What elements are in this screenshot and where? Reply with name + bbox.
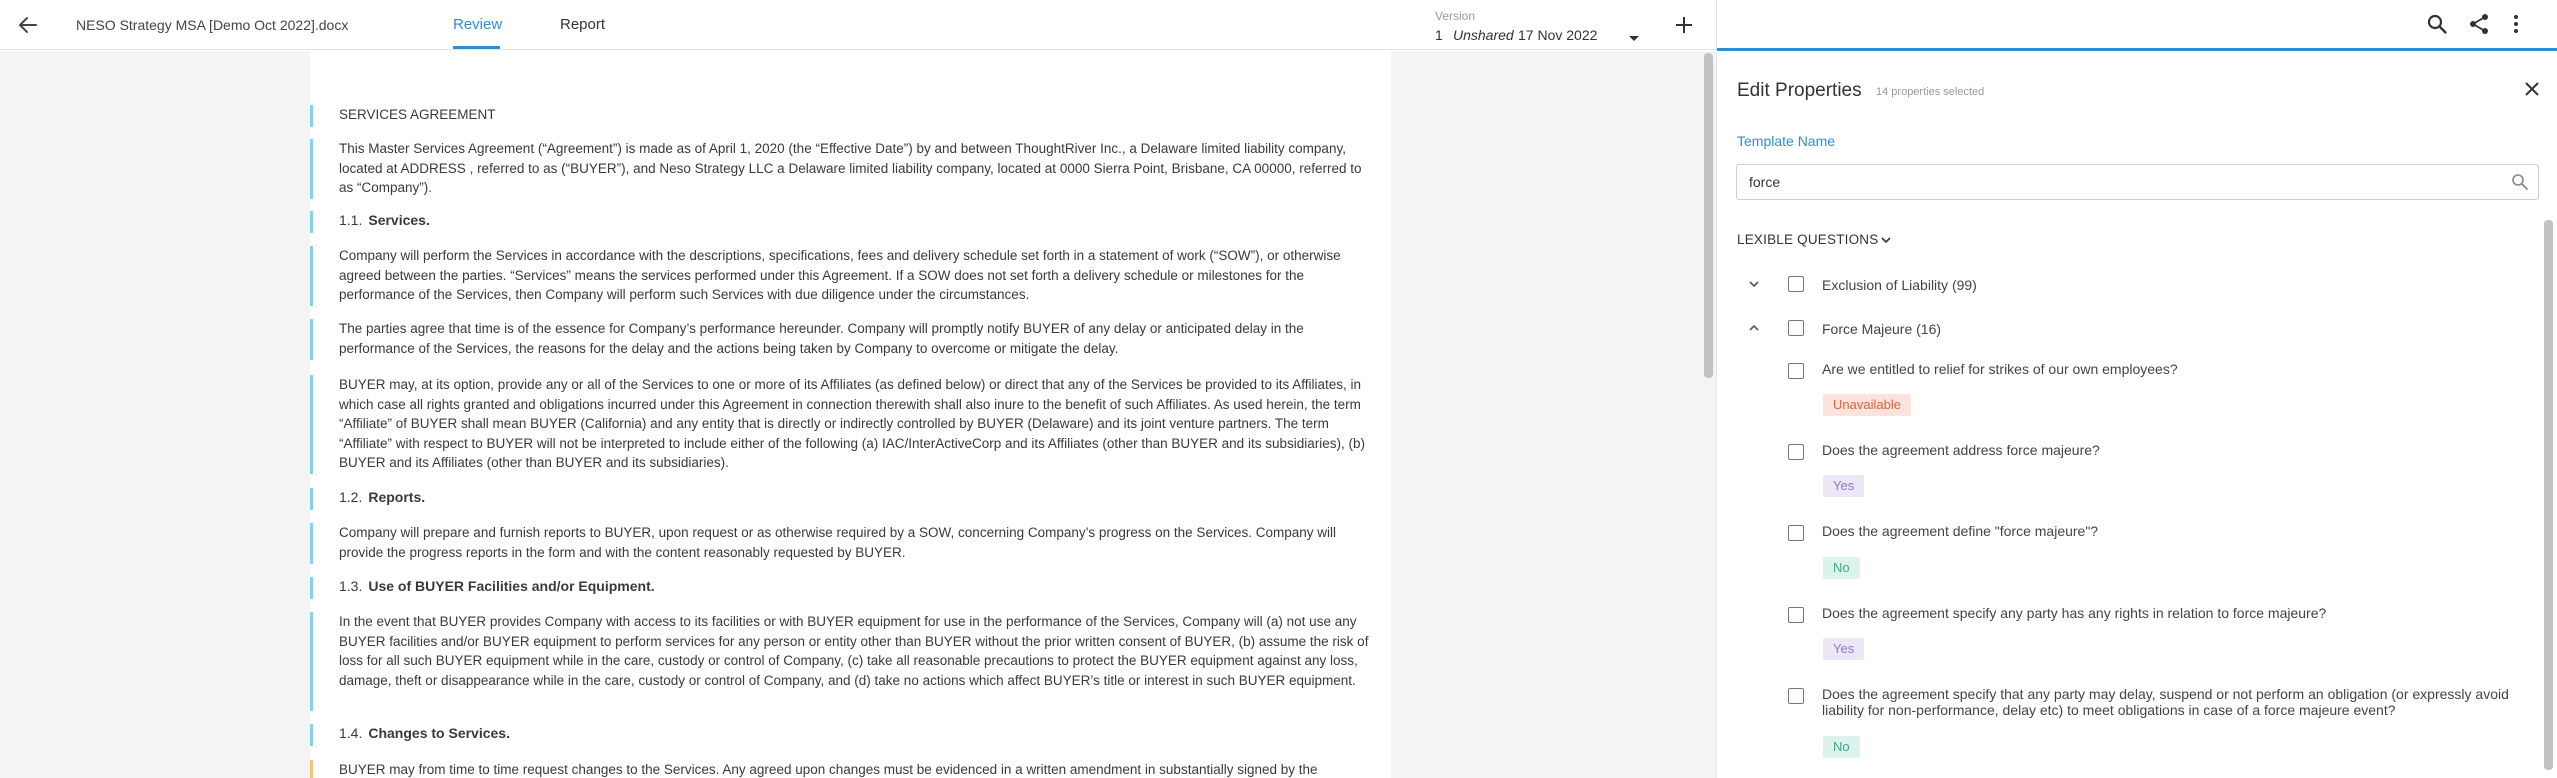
chevron-down-icon: [1880, 235, 1892, 245]
paragraph[interactable]: [310, 760, 1391, 778]
back-arrow-icon[interactable]: [14, 12, 42, 38]
paragraph-text: BUYER may, at its option, provide any or all of the Services to one or more of its Affiliates (as defined below) or direct that any of the Services be provided to its Affiliates, in which case all rights granted and obligations incurred under this Agreement in connection therewith shall also inure to the benefit of such Affiliates. As used herein, the term “Affiliate” of BUYER shall mean BUYER (California) and any entity that is directly or indirectly controlled by BUYER (Delaware) and its joint venture partners. The term “Affiliate” with respect to BUYER will not be interpreted to include either of the following (a) IAC/InterActiveCorp and its Affiliates (other than BUYER and its subsidiaries), (b) BUYER and its Affiliates (other than BUYER and its subsidiaries).: [339, 377, 1365, 470]
selection-count: 14 properties selected: [1876, 86, 1985, 98]
property-search-field[interactable]: [1736, 164, 2539, 200]
paragraph[interactable]: [310, 612, 1391, 711]
share-icon[interactable]: [2468, 13, 2490, 40]
paragraph[interactable]: [310, 523, 1391, 564]
version-status[interactable]: Unshared: [1453, 27, 1514, 43]
active-tab-indicator: [453, 46, 500, 49]
close-icon[interactable]: [2523, 80, 2541, 103]
version-label: Version: [1435, 9, 1476, 23]
document-scrollbar[interactable]: [1704, 53, 1713, 378]
paragraph[interactable]: [310, 319, 1391, 360]
tab-report[interactable]: Report: [560, 16, 606, 33]
panel-scrollbar[interactable]: [2544, 220, 2553, 770]
question-text: Does the agreement specify that any party may delay, suspend or not perform an obligation (or expressly avoid liability for non-performance, delay etc) to meet obligations in case of a force majeure event?: [1822, 686, 2509, 718]
document-page: [310, 51, 1391, 778]
section-heading[interactable]: [310, 211, 1391, 233]
version-number[interactable]: 1: [1435, 27, 1443, 43]
question-text: Does the agreement address force majeure?: [1822, 442, 2100, 458]
section-heading[interactable]: [310, 724, 1391, 746]
question-text: Are we entitled to relief for strikes of our own employees?: [1822, 361, 2178, 377]
section-title: Reports.: [368, 489, 426, 505]
answer-badge: Yes: [1823, 475, 1864, 497]
lexible-questions-toggle[interactable]: [1737, 232, 1892, 247]
paragraph-text: Company will perform the Services in accordance with the descriptions, specifications, fees and delivery schedule set forth in a statement of work (“SOW”), or otherwise agreed between the parties. “Services” means the services performed under this Agreement. If a SOW does not set forth a delivery schedule or milestones for the performance of the Services, then Company will perform such Services with due diligence under the circumstances.: [339, 248, 1341, 302]
paragraph-marker: [310, 488, 313, 510]
group-checkbox-exclusion-of-liability[interactable]: [1788, 276, 1804, 292]
section-title: Services.: [368, 212, 430, 228]
paragraph[interactable]: [310, 105, 1391, 127]
paragraph[interactable]: [310, 139, 1391, 199]
document-title: NESO Strategy MSA [Demo Oct 2022].docx: [76, 17, 349, 33]
paragraph-marker: [310, 246, 313, 306]
answer-badge: Unavailable: [1823, 394, 1911, 416]
paragraph-marker: [310, 523, 313, 564]
top-bar: [0, 0, 1716, 50]
question-text: Does the agreement specify any party has any rights in relation to force majeure?: [1822, 605, 2327, 621]
question-checkbox[interactable]: [1788, 444, 1804, 460]
paragraph-text: This Master Services Agreement (“Agreement”) is made as of April 1, 2020 (the “Effective Date”) by and between ThoughtRiver Inc., a Delaware limited liability company, located at ADDRESS , referred to as (“BUYER”), and Neso Strategy LLC a Delaware limited liability company, located at 0000 Sierra Point, Brisbane, CA 00000, referred to as “Company”).: [339, 141, 1362, 195]
chevron-up-icon[interactable]: [1747, 321, 1761, 339]
paragraph-text: BUYER may from time to time request changes to the Services. Any agreed upon changes must be evidenced in a written amendment in substantially signed by the: [339, 762, 1318, 777]
group-label-exclusion-of-liability[interactable]: Exclusion of Liability (99): [1822, 277, 1977, 293]
paragraph-marker: [310, 724, 313, 746]
search-field-icon[interactable]: [2511, 173, 2529, 196]
section-heading[interactable]: [310, 577, 1391, 599]
paragraph-marker: [310, 577, 313, 599]
section-header-label: LEXIBLE QUESTIONS: [1737, 232, 1879, 247]
section-number: 1.2.: [339, 489, 363, 505]
answer-badge: Yes: [1823, 638, 1864, 660]
paragraph-marker: [310, 319, 313, 360]
question-checkbox[interactable]: [1788, 363, 1804, 379]
section-number: 1.4.: [339, 725, 363, 741]
search-icon[interactable]: [2426, 13, 2448, 40]
paragraph-marker: [310, 211, 313, 233]
section-number: 1.3.: [339, 578, 363, 594]
version-date[interactable]: 17 Nov 2022: [1518, 27, 1598, 43]
version-dropdown-icon[interactable]: [1628, 30, 1640, 48]
question-text: Does the agreement define "force majeure"?: [1822, 523, 2099, 539]
paragraph-marker: [310, 612, 313, 711]
panel-title: Edit Properties: [1737, 80, 1862, 101]
chevron-down-icon[interactable]: [1747, 277, 1761, 295]
group-label-force-majeure[interactable]: Force Majeure (16): [1822, 321, 1942, 337]
paragraph-text: Company will prepare and furnish reports to BUYER, upon request or as otherwise required by a SOW, concerning Company’s progress on the Services. Company will provide the progress reports in the form and with the content reasonably requested by BUYER.: [339, 525, 1336, 560]
paragraph-marker: [310, 760, 313, 778]
section-title: Use of BUYER Facilities and/or Equipment.: [368, 578, 655, 594]
tab-review[interactable]: Review: [453, 16, 503, 33]
template-name-link[interactable]: Template Name: [1737, 133, 1836, 149]
property-search-input[interactable]: [1737, 165, 2497, 199]
answer-badge: No: [1823, 557, 1860, 579]
section-title: Changes to Services.: [368, 725, 510, 741]
paragraph[interactable]: [310, 375, 1391, 474]
question-checkbox[interactable]: [1788, 688, 1804, 704]
section-number: 1.1.: [339, 212, 363, 228]
paragraph[interactable]: [310, 246, 1391, 306]
paragraph-marker: [310, 139, 313, 199]
group-checkbox-force-majeure[interactable]: [1788, 320, 1804, 336]
question-checkbox[interactable]: [1788, 607, 1804, 623]
panel-toolbar: [1717, 0, 2557, 51]
section-heading[interactable]: [310, 488, 1391, 510]
paragraph-text: The parties agree that time is of the essence for Company’s performance hereunder. Company will promptly notify BUYER of any delay or anticipated delay in the performance of the Services, the reasons for the delay and the actions being taken by Company to overcome or mitigate the delay.: [339, 321, 1304, 356]
answer-badge: No: [1823, 736, 1860, 758]
question-checkbox[interactable]: [1788, 525, 1804, 541]
edit-properties-panel: [1716, 0, 2557, 778]
more-options-icon[interactable]: [2511, 13, 2521, 40]
paragraph-text: In the event that BUYER provides Company with access to its facilities or with BUYER equipment for use in the performance of the Services, Company will (a) not use any BUYER facilities and/or BUYER equipment to perform services for any person or entity other than BUYER without the prior written consent of BUYER, (b) assume the risk of loss for all such BUYER equipment while in the care, custody or control of Company, (c) take all reasonable precautions to protect the BUYER equipment against any loss, damage, theft or disappearance while in the care, custody or control of Company, and (d) take no actions which affect BUYER’s title or interest in such BUYER equipment.: [339, 614, 1369, 688]
add-icon[interactable]: [1672, 12, 1696, 38]
paragraph-marker: [310, 375, 313, 474]
paragraph-text: SERVICES AGREEMENT: [339, 107, 496, 122]
paragraph-marker: [310, 105, 313, 127]
